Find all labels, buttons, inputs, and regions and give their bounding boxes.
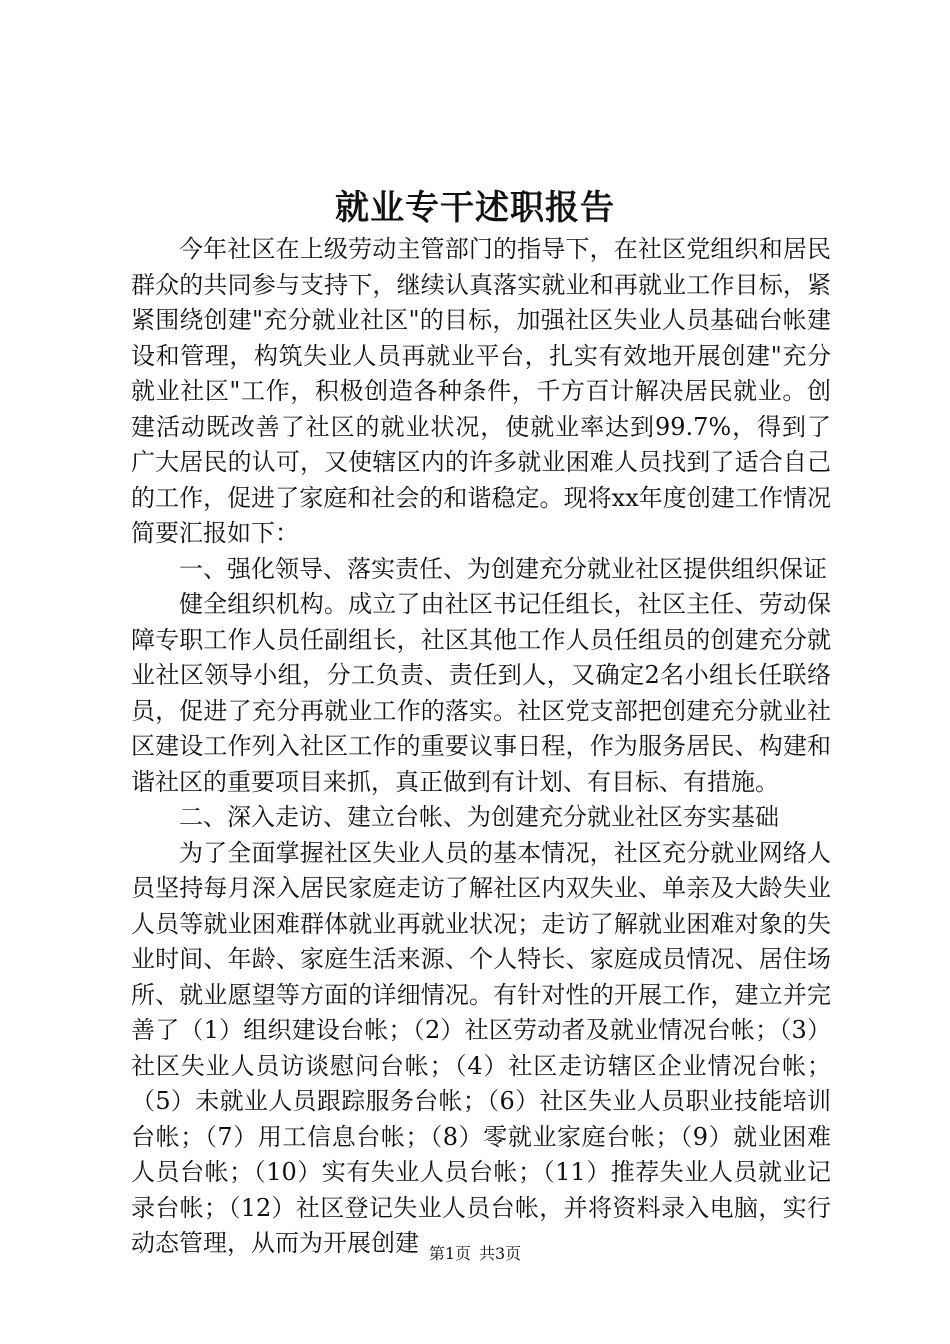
section-1-paragraph: 健全组织机构。成立了由社区书记任组长，社区主任、劳动保障专职工作人员任副组长，社区其他工作人员任组员的创建充分就业社区领导小组，分工负责、责任到人，又确定2名小组长任联络员，促进了充分再就业工作的落实。社区党支部把创建充分就业社区建设工作列入社区工作的重要议事日程，作为服务居民、构建和谐社区的重要项目来抓，真正做到有计划、有目标、有措施。	[131, 590, 831, 796]
section-heading-2: 二、深入走访、建立台帐、为创建充分就业社区夯实基础	[179, 803, 779, 831]
document-body	[131, 232, 831, 1262]
section-2-paragraph: 为了全面掌握社区失业人员的基本情况，社区充分就业网络人员坚持每月深入居民家庭走访了解社区内双失业、单亲及大龄失业人员等就业困难群体就业再就业状况；走访了解就业困难对象的失业时间、年龄、家庭生活来源、个人特长、家庭成员情况、居住场所、就业愿望等方面的详细情况。有针对性的开展工作，建立并完善了（1）组织建设台帐；（2）社区劳动者及就业情况台帐；（3）社区失业人员访谈慰问台帐；（4）社区走访辖区企业情况台帐；（5）未就业人员跟踪服务台帐；（6）社区失业人员职业技能培训台帐；（7）用工信息台帐；（8）零就业家庭台帐；（9）就业困难人员台帐；（10）实有失业人员台帐；（11）推荐失业人员就业记录台帐；（12）社区登记失业人员台帐，并将资料录入电脑，实行动态管理，从而为开展创建	[131, 838, 831, 1257]
page-number: 第1页	[428, 1244, 471, 1263]
page-footer	[0, 1242, 950, 1266]
document-title: 就业专干述职报告	[335, 188, 615, 228]
page-total: 共3页	[479, 1244, 522, 1263]
section-heading-1: 一、强化领导、落实责任、为创建充分就业社区提供组织保证	[179, 554, 827, 583]
intro-paragraph: 今年社区在上级劳动主管部门的指导下，在社区党组织和居民群众的共同参与支持下，继续认真落实就业和再就业工作目标，紧紧围绕创建"充分就业社区"的目标，加强社区失业人员基础台帐建设和管理，构筑失业人员再就业平台，扎实有效地开展创建"充分就业社区"工作，积极创造各种条件，千方百计解决居民就业。创建活动既改善了社区的就业状况，使就业率达到99.7%，得到了广大居民的认可，又使辖区内的许多就业困难人员找到了适合自己的工作，促进了家庭和社会的和谐稳定。现将xx年度创建工作情况简要汇报如下：	[131, 235, 831, 547]
